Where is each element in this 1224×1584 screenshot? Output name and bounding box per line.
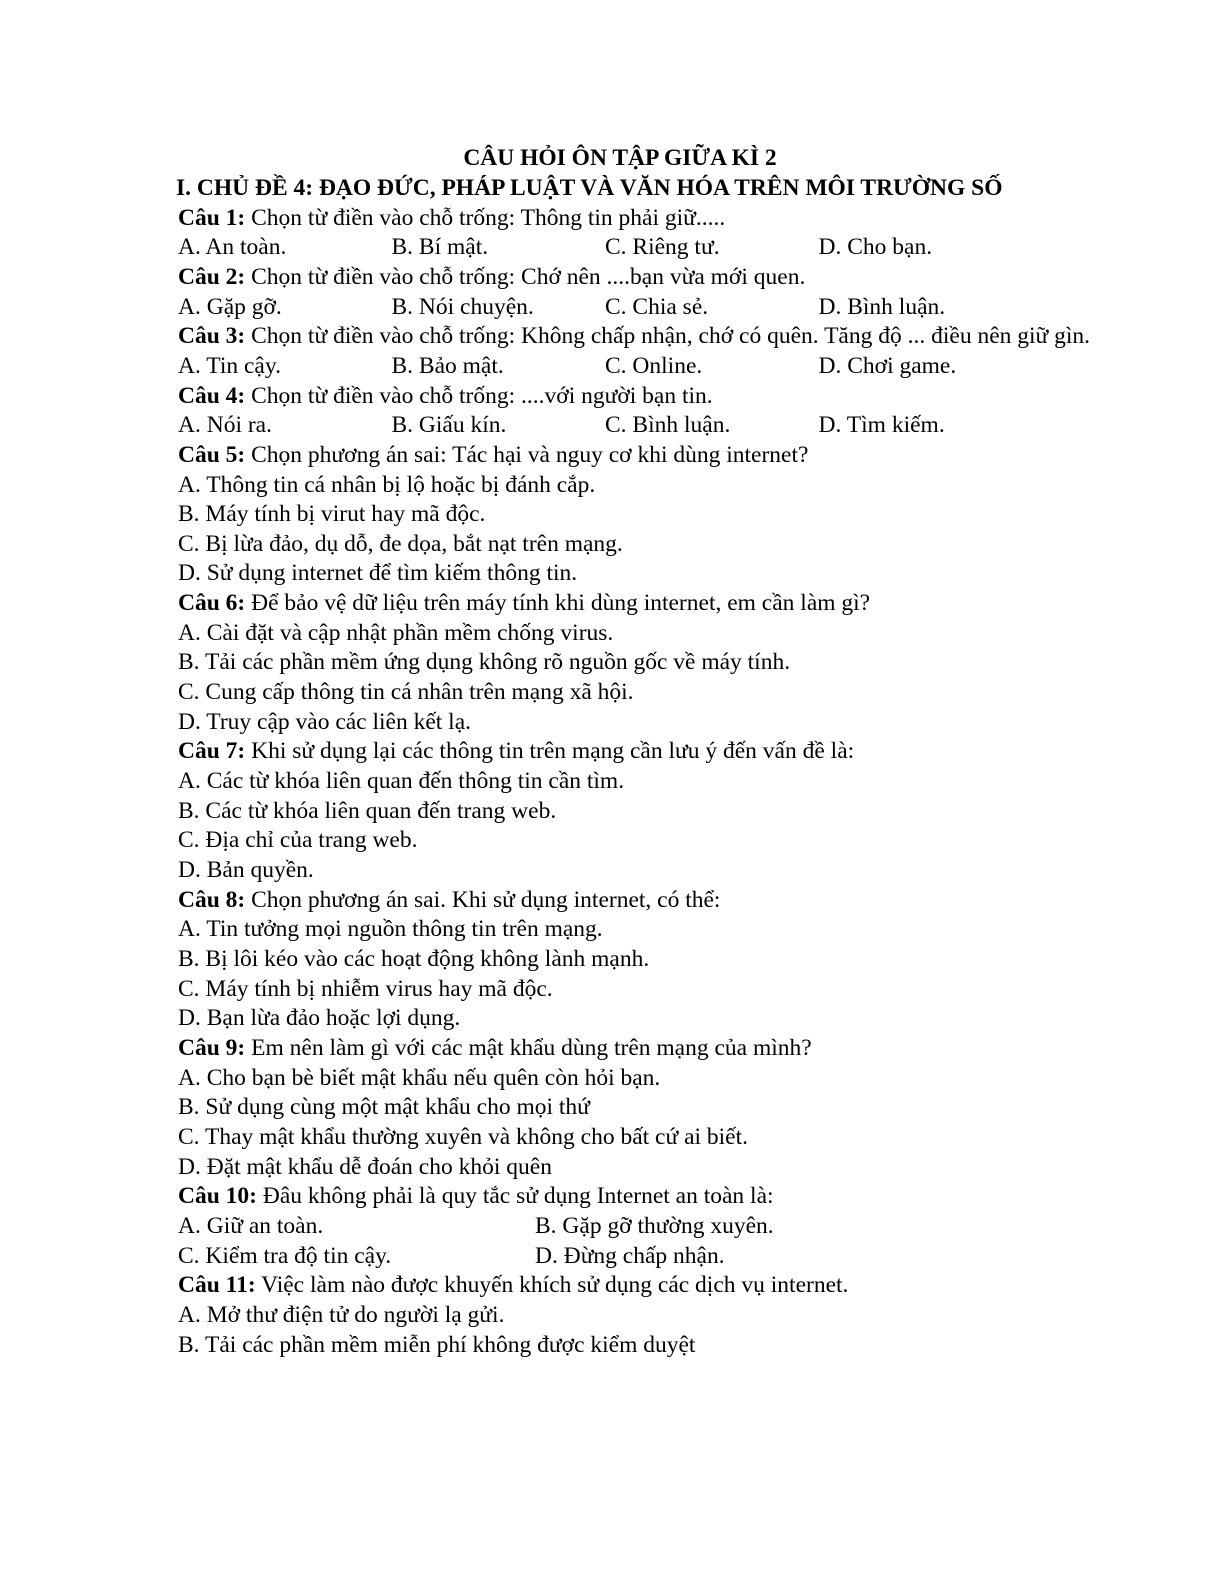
question-text: Đâu không phải là quy tắc sử dụng Internet an toàn là: <box>257 1183 774 1210</box>
question-text: Chọn phương án sai. Khi sử dụng internet, có thể: <box>245 886 721 913</box>
answer-option: D. Truy cập vào các liên kết lạ. <box>178 708 472 735</box>
answer-option-line <box>178 975 1148 1005</box>
answer-option-line <box>178 559 1148 589</box>
answer-option: D. Đặt mật khẩu dễ đoán cho khỏi quên <box>178 1153 552 1180</box>
answer-option: C. Địa chỉ của trang web. <box>178 827 418 854</box>
question-text: Khi sử dụng lại các thông tin trên mạng cần lưu ý đến vấn đề là: <box>245 738 855 765</box>
answer-option-line <box>178 500 1148 530</box>
answer-option: A. Các từ khóa liên quan đến thông tin cần tìm. <box>178 768 625 795</box>
question-block <box>178 263 1148 322</box>
question-block <box>178 382 1148 441</box>
question-number: Câu 9: <box>178 1034 246 1061</box>
answer-option: B. Nói chuyện. <box>391 293 534 320</box>
question-number: Câu 5: <box>178 441 246 468</box>
answer-option-line <box>178 767 1148 797</box>
question-stem <box>178 204 1138 234</box>
answer-option: B. Tải các phần mềm miễn phí không được kiểm duyệt <box>178 1331 696 1358</box>
answer-option-line <box>178 1123 1148 1153</box>
answer-option-line <box>178 708 1148 738</box>
answer-option-line <box>178 1331 1148 1361</box>
question-stem <box>178 1034 1138 1064</box>
question-number: Câu 7: <box>178 738 246 765</box>
question-block <box>178 737 1148 885</box>
answer-option: B. Tải các phần mềm ứng dụng không rõ nguồn gốc về máy tính. <box>178 649 791 676</box>
question-text: Chọn từ điền vào chỗ trống: ....với người bạn tin. <box>245 382 713 409</box>
question-block <box>178 204 1148 263</box>
answer-option: B. Bí mật. <box>391 234 489 261</box>
question-stem <box>178 382 1138 412</box>
question-text: Để bảo vệ dữ liệu trên máy tính khi dùng internet, em cần làm gì? <box>245 590 871 617</box>
answer-row <box>178 352 1148 382</box>
answer-option: C. Kiểm tra độ tin cậy. <box>178 1242 392 1269</box>
answer-option-line <box>178 915 1148 945</box>
answer-row <box>178 293 1148 323</box>
answer-option-line <box>178 797 1148 827</box>
answer-option-line <box>178 530 1148 560</box>
question-text: Chọn từ điền vào chỗ trống: Thông tin phải giữ..... <box>245 204 726 231</box>
answer-option: A. Cho bạn bè biết mật khẩu nếu quên còn hỏi bạn. <box>178 1064 661 1091</box>
question-text: Chọn từ điền vào chỗ trống: Chớ nên ....bạn vừa mới quen. <box>245 263 806 290</box>
answer-option: D. Sử dụng internet để tìm kiếm thông tin. <box>178 560 578 587</box>
answer-option: C. Chia sẻ. <box>605 293 709 320</box>
answer-option: B. Bảo mật. <box>391 352 504 379</box>
answer-row <box>178 1212 1148 1242</box>
question-stem <box>178 1271 1138 1301</box>
question-stem <box>178 737 1138 767</box>
answer-option: A. Tin cậy. <box>178 352 281 379</box>
answer-option: D. Tìm kiếm. <box>818 412 945 439</box>
question-text: Chọn từ điền vào chỗ trống: Không chấp nhận, chớ có quên. Tăng độ ... điều nên giữ gìn. <box>245 323 1091 350</box>
section-heading: I. CHỦ ĐỀ 4: ĐẠO ĐỨC, PHÁP LUẬT VÀ VĂN HÓA TRÊN MÔI TRƯỜNG SỐ <box>176 174 1003 201</box>
question-number: Câu 8: <box>178 886 246 913</box>
answer-option: D. Đừng chấp nhận. <box>535 1242 725 1269</box>
answer-option: A. An toàn. <box>178 234 287 261</box>
answer-option: C. Online. <box>605 352 703 379</box>
question-block <box>178 441 1148 589</box>
answer-option: B. Máy tính bị virut hay mã độc. <box>178 501 486 528</box>
answer-option-line <box>178 619 1148 649</box>
question-block <box>178 1182 1148 1271</box>
answer-option-line <box>178 1153 1148 1183</box>
question-stem <box>178 589 1138 619</box>
question-number: Câu 6: <box>178 590 246 617</box>
question-stem <box>178 441 1138 471</box>
question-text: Việc làm nào được khuyến khích sử dụng các dịch vụ internet. <box>255 1272 849 1299</box>
answer-option-line <box>178 1004 1148 1034</box>
question-number: Câu 4: <box>178 382 246 409</box>
answer-option-line <box>178 648 1148 678</box>
answer-option: D. Bạn lừa đảo hoặc lợi dụng. <box>178 1005 461 1032</box>
answer-option: B. Các từ khóa liên quan đến trang web. <box>178 797 557 824</box>
answer-option: C. Thay mật khẩu thường xuyên và không cho bất cứ ai biết. <box>178 1123 749 1150</box>
answer-option: C. Bình luận. <box>605 412 731 439</box>
answer-option: C. Bị lừa đảo, dụ dỗ, đe dọa, bắt nạt trên mạng. <box>178 530 623 557</box>
document-title: CÂU HỎI ÔN TẬP GIỮA KÌ 2 <box>463 145 777 171</box>
answer-option: B. Bị lôi kéo vào các hoạt động không lành mạnh. <box>178 946 650 972</box>
answer-option-line <box>178 678 1148 708</box>
answer-option-line <box>178 945 1148 975</box>
question-list <box>178 204 1148 1361</box>
answer-option: D. Chơi game. <box>818 352 957 379</box>
answer-option: C. Máy tính bị nhiễm virus hay mã độc. <box>178 975 553 1002</box>
answer-row <box>178 233 1148 263</box>
question-number: Câu 3: <box>178 323 246 350</box>
question-number: Câu 2: <box>178 263 246 290</box>
answer-row <box>178 1242 1148 1272</box>
question-number: Câu 10: <box>178 1183 257 1210</box>
document-content <box>178 144 1148 1360</box>
question-stem <box>178 263 1138 293</box>
answer-option: A. Mở thư điện tử do người lạ gửi. <box>178 1301 505 1328</box>
answer-option: A. Thông tin cá nhân bị lộ hoặc bị đánh cắp. <box>178 471 596 498</box>
question-block <box>178 886 1148 1034</box>
answer-option-line <box>178 1064 1148 1094</box>
question-block <box>178 589 1148 737</box>
question-block <box>178 322 1148 381</box>
answer-option: D. Bình luận. <box>818 293 946 320</box>
answer-option-line <box>178 826 1148 856</box>
question-stem <box>178 322 1138 352</box>
answer-option: D. Bản quyền. <box>178 857 314 884</box>
question-stem <box>178 1182 1138 1212</box>
answer-option-line <box>178 856 1148 886</box>
question-stem <box>178 886 1138 916</box>
answer-option: B. Giấu kín. <box>391 412 507 439</box>
answer-option-line <box>178 1093 1148 1123</box>
answer-option: A. Gặp gỡ. <box>178 293 282 320</box>
question-text: Em nên làm gì với các mật khẩu dùng trên mạng của mình? <box>245 1034 812 1061</box>
answer-option: D. Cho bạn. <box>818 234 933 261</box>
question-block <box>178 1271 1148 1360</box>
question-number: Câu 1: <box>178 204 246 231</box>
answer-option: A. Tin tưởng mọi nguồn thông tin trên mạng. <box>178 916 603 943</box>
answer-option: A. Giữ an toàn. <box>178 1212 324 1239</box>
question-block <box>178 1034 1148 1182</box>
answer-option: B. Sử dụng cùng một mật khẩu cho mọi thứ <box>178 1094 590 1121</box>
answer-option-line <box>178 471 1148 501</box>
question-number: Câu 11: <box>178 1272 256 1299</box>
answer-row <box>178 411 1148 441</box>
answer-option: C. Cung cấp thông tin cá nhân trên mạng xã hội. <box>178 679 634 706</box>
answer-option: A. Nói ra. <box>178 412 272 439</box>
answer-option: A. Cài đặt và cập nhật phần mềm chống virus. <box>178 619 614 646</box>
answer-option: C. Riêng tư. <box>605 234 720 261</box>
answer-option-line <box>178 1301 1148 1331</box>
answer-option: B. Gặp gỡ thường xuyên. <box>535 1212 774 1239</box>
question-text: Chọn phương án sai: Tác hại và nguy cơ khi dùng internet? <box>245 441 809 468</box>
